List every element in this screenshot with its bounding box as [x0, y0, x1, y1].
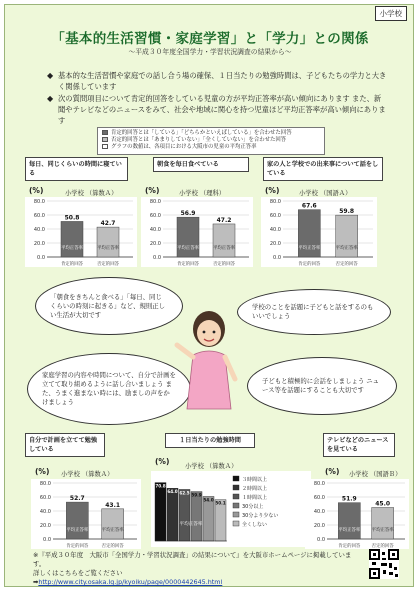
- legend-label: ３時間以上: [242, 477, 268, 483]
- avg-label: 平均正答率: [179, 522, 203, 527]
- data-label: 50.1: [215, 500, 226, 506]
- tick-label: 80.0: [33, 199, 45, 205]
- bar-chart-study-plan: [31, 479, 141, 549]
- data-label: 70.8: [155, 483, 166, 489]
- category-label: 肯定的回答: [298, 262, 321, 267]
- tick-label: 80.0: [269, 199, 281, 205]
- data-label: 50.8: [64, 214, 80, 222]
- speech-bubble-news: 子どもと積極的に会話をしましょう ニュース等を話題にすることも大切です: [247, 357, 397, 415]
- diamond-bullet-icon: ◆: [47, 71, 54, 80]
- unit-label: (%): [35, 467, 50, 476]
- legend-swatch: [102, 144, 108, 149]
- legend-note: グラフの数値は、各項目における大阪市の児童の平均正答率: [102, 144, 320, 151]
- summary-item: ◆ 次の質問項目について肯定的回答をしている児童の方が平均正答率が高い傾向にあります また、新聞やテレビなどのニュースをみて、社会や地域に関心を持つ児童ほど平均正答率が高い傾向にあります: [47, 94, 386, 125]
- bar-chart-study-time: [151, 471, 311, 547]
- data-label: 42.7: [100, 220, 116, 228]
- data-label: 56.9: [180, 210, 196, 218]
- chart-subject: 小学校 （算数Ａ）: [61, 471, 114, 478]
- avg-label: 平均正答率: [97, 246, 119, 251]
- category-label: 否定的回答: [213, 262, 235, 267]
- tick-label: 20.0: [149, 241, 161, 247]
- bar-study-time: [191, 492, 202, 541]
- chart-subject: 小学校 （理科）: [179, 190, 226, 197]
- teacher-illustration: [173, 305, 243, 415]
- chart-subject: 小学校 （算数Ａ）: [65, 190, 118, 197]
- tick-label: 60.0: [313, 495, 325, 501]
- question-sleep: 毎日、同じくらいの時間に寝ている: [25, 157, 128, 181]
- leaflet-page: [4, 4, 414, 587]
- bar-study-time: [155, 483, 166, 541]
- bar-negative: [102, 509, 124, 539]
- question-study-plan: 自分で計画を立てて勉強している: [25, 433, 105, 457]
- page-subtitle: ～平成３０年度全国学力・学習状況調査の結果から～: [128, 48, 292, 56]
- avg-label: 平均正答率: [213, 246, 235, 251]
- legend-swatch: [233, 512, 239, 517]
- category-label: 肯定的回答: [66, 544, 89, 549]
- speech-bubble-lifestyle: 「朝食をきちんと食べる」「毎日、同じくらいの時刻に起きる」など、規則正しい生活が大切です: [35, 277, 183, 335]
- data-label: 67.6: [301, 202, 317, 210]
- question-news: テレビなどのニュースを見ている: [323, 433, 395, 457]
- avg-label: 平均正答率: [298, 246, 321, 251]
- bar-study-time: [167, 488, 178, 541]
- unit-label: (%): [155, 457, 170, 466]
- qr-code-icon: [369, 549, 399, 579]
- tick-label: 0.0: [153, 255, 161, 261]
- tick-label: 40.0: [269, 227, 281, 233]
- bar-positive: [338, 503, 360, 539]
- tick-label: 0.0: [317, 537, 325, 543]
- speech-bubble-study-plan: 家庭学習の内容や時間について、自分で計画を立てて取り組めるように話し合いましょう また、うまく進まない時には、励ましの声をかけましょう: [27, 353, 191, 425]
- legend-label: 30分以上: [242, 504, 264, 510]
- summary-item: ◆ 基本的な生活習慣や家庭での話し合う場の確保、１日当たりの勉強時間は、子どもたちの学力と大きく関係しています: [47, 71, 387, 91]
- bar-positive: [66, 502, 88, 539]
- data-label: 59.9: [191, 492, 202, 498]
- legend-swatch: [233, 503, 239, 508]
- bar-positive: [61, 221, 83, 257]
- category-label: 否定的回答: [371, 544, 394, 549]
- tick-label: 40.0: [313, 509, 325, 515]
- legend-negative: 否定的回答とは「あまりしていない」「全くしていない」を合わせた回答: [102, 137, 320, 144]
- data-label: 47.2: [216, 216, 232, 224]
- avg-label: 平均正答率: [61, 246, 83, 251]
- unit-label: (%): [325, 467, 340, 476]
- chart-subject: 小学校 （国語Ｂ）: [349, 471, 402, 478]
- avg-label: 平均正答率: [371, 528, 394, 533]
- category-label: 否定的回答: [335, 262, 358, 267]
- tick-label: 80.0: [149, 199, 161, 205]
- avg-label: 平均正答率: [338, 528, 361, 533]
- tick-label: 20.0: [33, 241, 45, 247]
- data-label: 62.5: [179, 490, 190, 496]
- data-label: 59.8: [339, 208, 355, 216]
- legend-swatch: [102, 130, 108, 135]
- avg-label: 平均正答率: [335, 246, 358, 251]
- category-label: 肯定的回答: [61, 262, 83, 267]
- legend-swatch: [233, 476, 239, 481]
- tick-label: 0.0: [43, 537, 51, 543]
- legend-label: 30分より少ない: [242, 513, 279, 519]
- category-label: 肯定的回答: [177, 262, 199, 267]
- bar-negative: [97, 227, 119, 257]
- legend-swatch: [233, 494, 239, 499]
- page-title: 「基本的生活習慣・家庭学習」と「学力」との関係: [51, 31, 369, 47]
- category-label: 否定的回答: [101, 544, 124, 549]
- legend-label: ２時間以上: [242, 486, 268, 492]
- question-family-talk: 家の人と学校での出来事について話をしている: [263, 157, 383, 181]
- legend-label: 全くしない: [242, 522, 268, 528]
- diamond-bullet-icon: ◆: [47, 94, 54, 103]
- legend-box: [97, 127, 325, 155]
- unit-label: (%): [145, 186, 160, 195]
- category-label: 肯定的回答: [338, 544, 361, 549]
- tick-label: 40.0: [39, 509, 51, 515]
- summary-list: [47, 70, 387, 127]
- tick-label: 60.0: [149, 213, 161, 219]
- tick-label: 80.0: [313, 481, 325, 487]
- avg-label: 平均正答率: [101, 528, 124, 533]
- category-label: 否定的回答: [97, 262, 119, 267]
- tick-label: 40.0: [149, 227, 161, 233]
- unit-label: (%): [265, 186, 280, 195]
- legend-swatch: [102, 137, 108, 142]
- tick-label: 40.0: [33, 227, 45, 233]
- bar-negative: [372, 508, 394, 540]
- tick-label: 20.0: [313, 523, 325, 529]
- results-link[interactable]: http://www.city.osaka.lg.jp/kyoiku/page/0000442645.html: [38, 578, 223, 586]
- chart-subject: 小学校 （算数Ａ）: [185, 463, 238, 470]
- tick-label: 0.0: [273, 255, 281, 261]
- legend-swatch: [233, 485, 239, 490]
- school-level-badge: 小学校: [375, 6, 408, 21]
- question-breakfast: 朝食を毎日食べている: [153, 157, 249, 172]
- data-label: 64.0: [167, 489, 178, 495]
- bar-chart-family-talk: [261, 197, 377, 267]
- unit-label: (%): [29, 186, 44, 195]
- data-label: 43.1: [105, 501, 121, 509]
- legend-label: １時間以上: [242, 495, 268, 501]
- avg-label: 平均正答率: [177, 246, 199, 251]
- tick-label: 20.0: [39, 523, 51, 529]
- question-study-time: １日当たりの勉強時間: [165, 433, 255, 448]
- data-label: 52.7: [69, 495, 85, 503]
- chart-subject: 小学校 （国語Ａ）: [299, 190, 352, 197]
- bar-chart-sleep: [25, 197, 137, 267]
- bar-negative: [213, 224, 235, 257]
- tick-label: 20.0: [269, 241, 281, 247]
- avg-label: 平均正答率: [66, 528, 89, 533]
- tick-label: 60.0: [39, 495, 51, 501]
- tick-label: 60.0: [269, 213, 281, 219]
- bar-chart-news: [305, 479, 409, 549]
- footer-note: ※『平成３０年度 大阪市「全国学力・学習状況調査」の結果について』を大阪市ホームページに掲載しています。 詳しくはこちらをご覧ください ➡http://www.city.osaka.lg.jp/kyoiku/page/0000442645.html: [33, 551, 352, 586]
- bar-study-time: [215, 500, 226, 541]
- arrow-icon: ➡: [33, 578, 39, 586]
- bar-study-time: [179, 489, 190, 541]
- data-label: 45.0: [375, 500, 391, 508]
- data-label: 51.9: [341, 495, 357, 503]
- tick-label: 80.0: [39, 481, 51, 487]
- data-label: 54.0: [203, 497, 214, 503]
- bar-chart-breakfast: [141, 197, 253, 267]
- legend-swatch: [233, 521, 239, 526]
- legend-positive: 肯定的回答とは「している」「どちらかといえばしている」を合わせた回答: [102, 130, 320, 137]
- speech-bubble-school-talk: 学校のことを話題に子どもと話をするのもいいでしょう: [237, 289, 391, 335]
- tick-label: 0.0: [37, 255, 45, 261]
- bar-positive: [177, 217, 199, 257]
- bar-study-time: [203, 496, 214, 541]
- tick-label: 60.0: [33, 213, 45, 219]
